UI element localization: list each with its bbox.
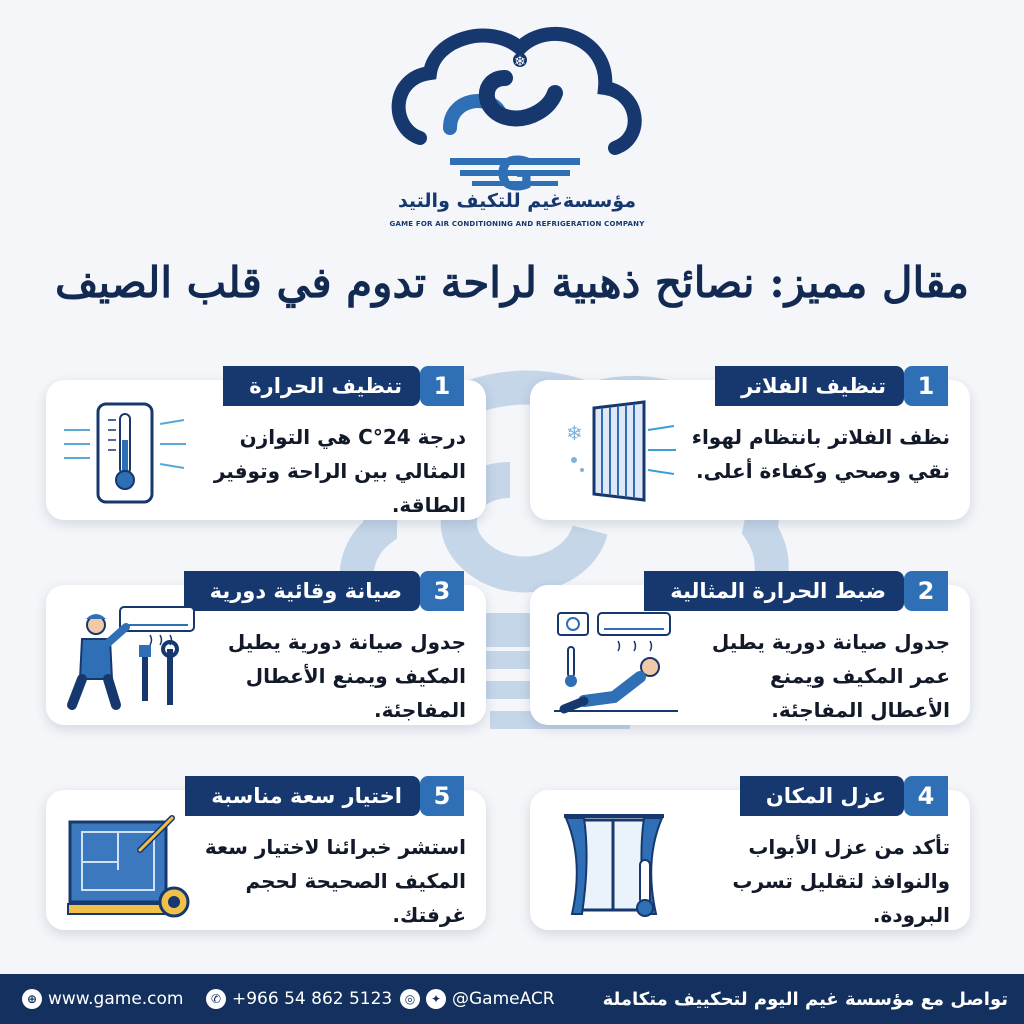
tip-title: ضبط الحرارة المثالية [644, 571, 904, 611]
tip-title: صيانة وقائية دورية [184, 571, 420, 611]
tip-title: تنظيف الفلاتر [715, 366, 904, 406]
instagram-icon: ◎ [400, 989, 420, 1009]
tip-card-capacity [46, 782, 486, 930]
company-name-en: GAME FOR AIR CONDITIONING AND REFRIGERATION COMPANY [389, 220, 645, 228]
tip-card-header [223, 366, 464, 406]
tip-body: جدول صيانة دورية يطيل عمر المكيف ويمنع الأعطال المفاجئة. [711, 630, 950, 722]
tip-number-badge: 4 [904, 776, 948, 816]
tip-body: تأكد من عزل الأبواب والنوافذ لتقليل تسرب البرودة. [732, 835, 950, 927]
website-text: www.game.com [48, 989, 184, 1009]
contact-footer [0, 974, 1024, 1024]
tip-card-header [740, 776, 948, 816]
tip-card-temperature [46, 372, 486, 520]
tip-title: عزل المكان [740, 776, 904, 816]
tip-card-maintenance [46, 577, 486, 725]
blueprint-icon [60, 810, 200, 922]
tip-card-insulation [530, 782, 970, 930]
tip-number-badge: 3 [420, 571, 464, 611]
phone-text: +966 54 862 5123 [232, 989, 393, 1009]
tip-body: درجة 24°C هي التوازن المثالي بين الراحة وتوفير الطاقة. [213, 425, 466, 517]
thermometer-icon [60, 400, 200, 512]
tip-card-header [184, 571, 464, 611]
tip-card-header [644, 571, 948, 611]
tip-number-badge: 5 [420, 776, 464, 816]
tip-number-badge: 1 [420, 366, 464, 406]
company-name-ar: مؤسسةغيم للتكيف والتيد [397, 190, 637, 212]
window-curtain-icon [544, 810, 684, 922]
tip-card-filters [530, 372, 970, 520]
tip-card-header [185, 776, 464, 816]
tip-number-badge: 2 [904, 571, 948, 611]
svg-text:❄: ❄ [566, 421, 583, 445]
tip-number-badge: 1 [904, 366, 948, 406]
page-title: مقال مميز: نصائح ذهبية لراحة تدوم في قلب الصيف [54, 258, 970, 307]
svg-text:G: G [496, 147, 534, 201]
phone-link[interactable] [206, 974, 392, 1024]
technician-icon [60, 605, 200, 717]
social-link[interactable] [400, 974, 555, 1024]
svg-text:❄: ❄ [514, 54, 526, 70]
twitter-icon: ✦ [426, 989, 446, 1009]
air-filter-icon [544, 400, 684, 512]
website-link[interactable] [22, 974, 184, 1024]
tip-title: اختيار سعة مناسبة [185, 776, 420, 816]
tip-body: جدول صيانة دورية يطيل المكيف ويمنع الأعطال المفاجئة. [227, 630, 466, 722]
call-to-action: تواصل مع مؤسسة غيم اليوم لتحكييف متكاملة [602, 988, 1008, 1010]
phone-icon: ✆ [206, 989, 226, 1009]
tip-title: تنظيف الحرارة [223, 366, 420, 406]
tip-card-header [715, 366, 948, 406]
tip-body: استشر خبرائنا لاختيار سعة المكيف الصحيحة لحجم غرفتك. [204, 835, 466, 927]
social-handle: @GameACR [452, 989, 555, 1009]
globe-icon: ⊕ [22, 989, 42, 1009]
tip-body: نظف الفلاتر بانتظام لهواء نقي وصحي وكفاءة أعلى. [691, 425, 950, 483]
relaxing-person-icon [544, 605, 684, 717]
tip-card-optimal-temp [530, 577, 970, 725]
